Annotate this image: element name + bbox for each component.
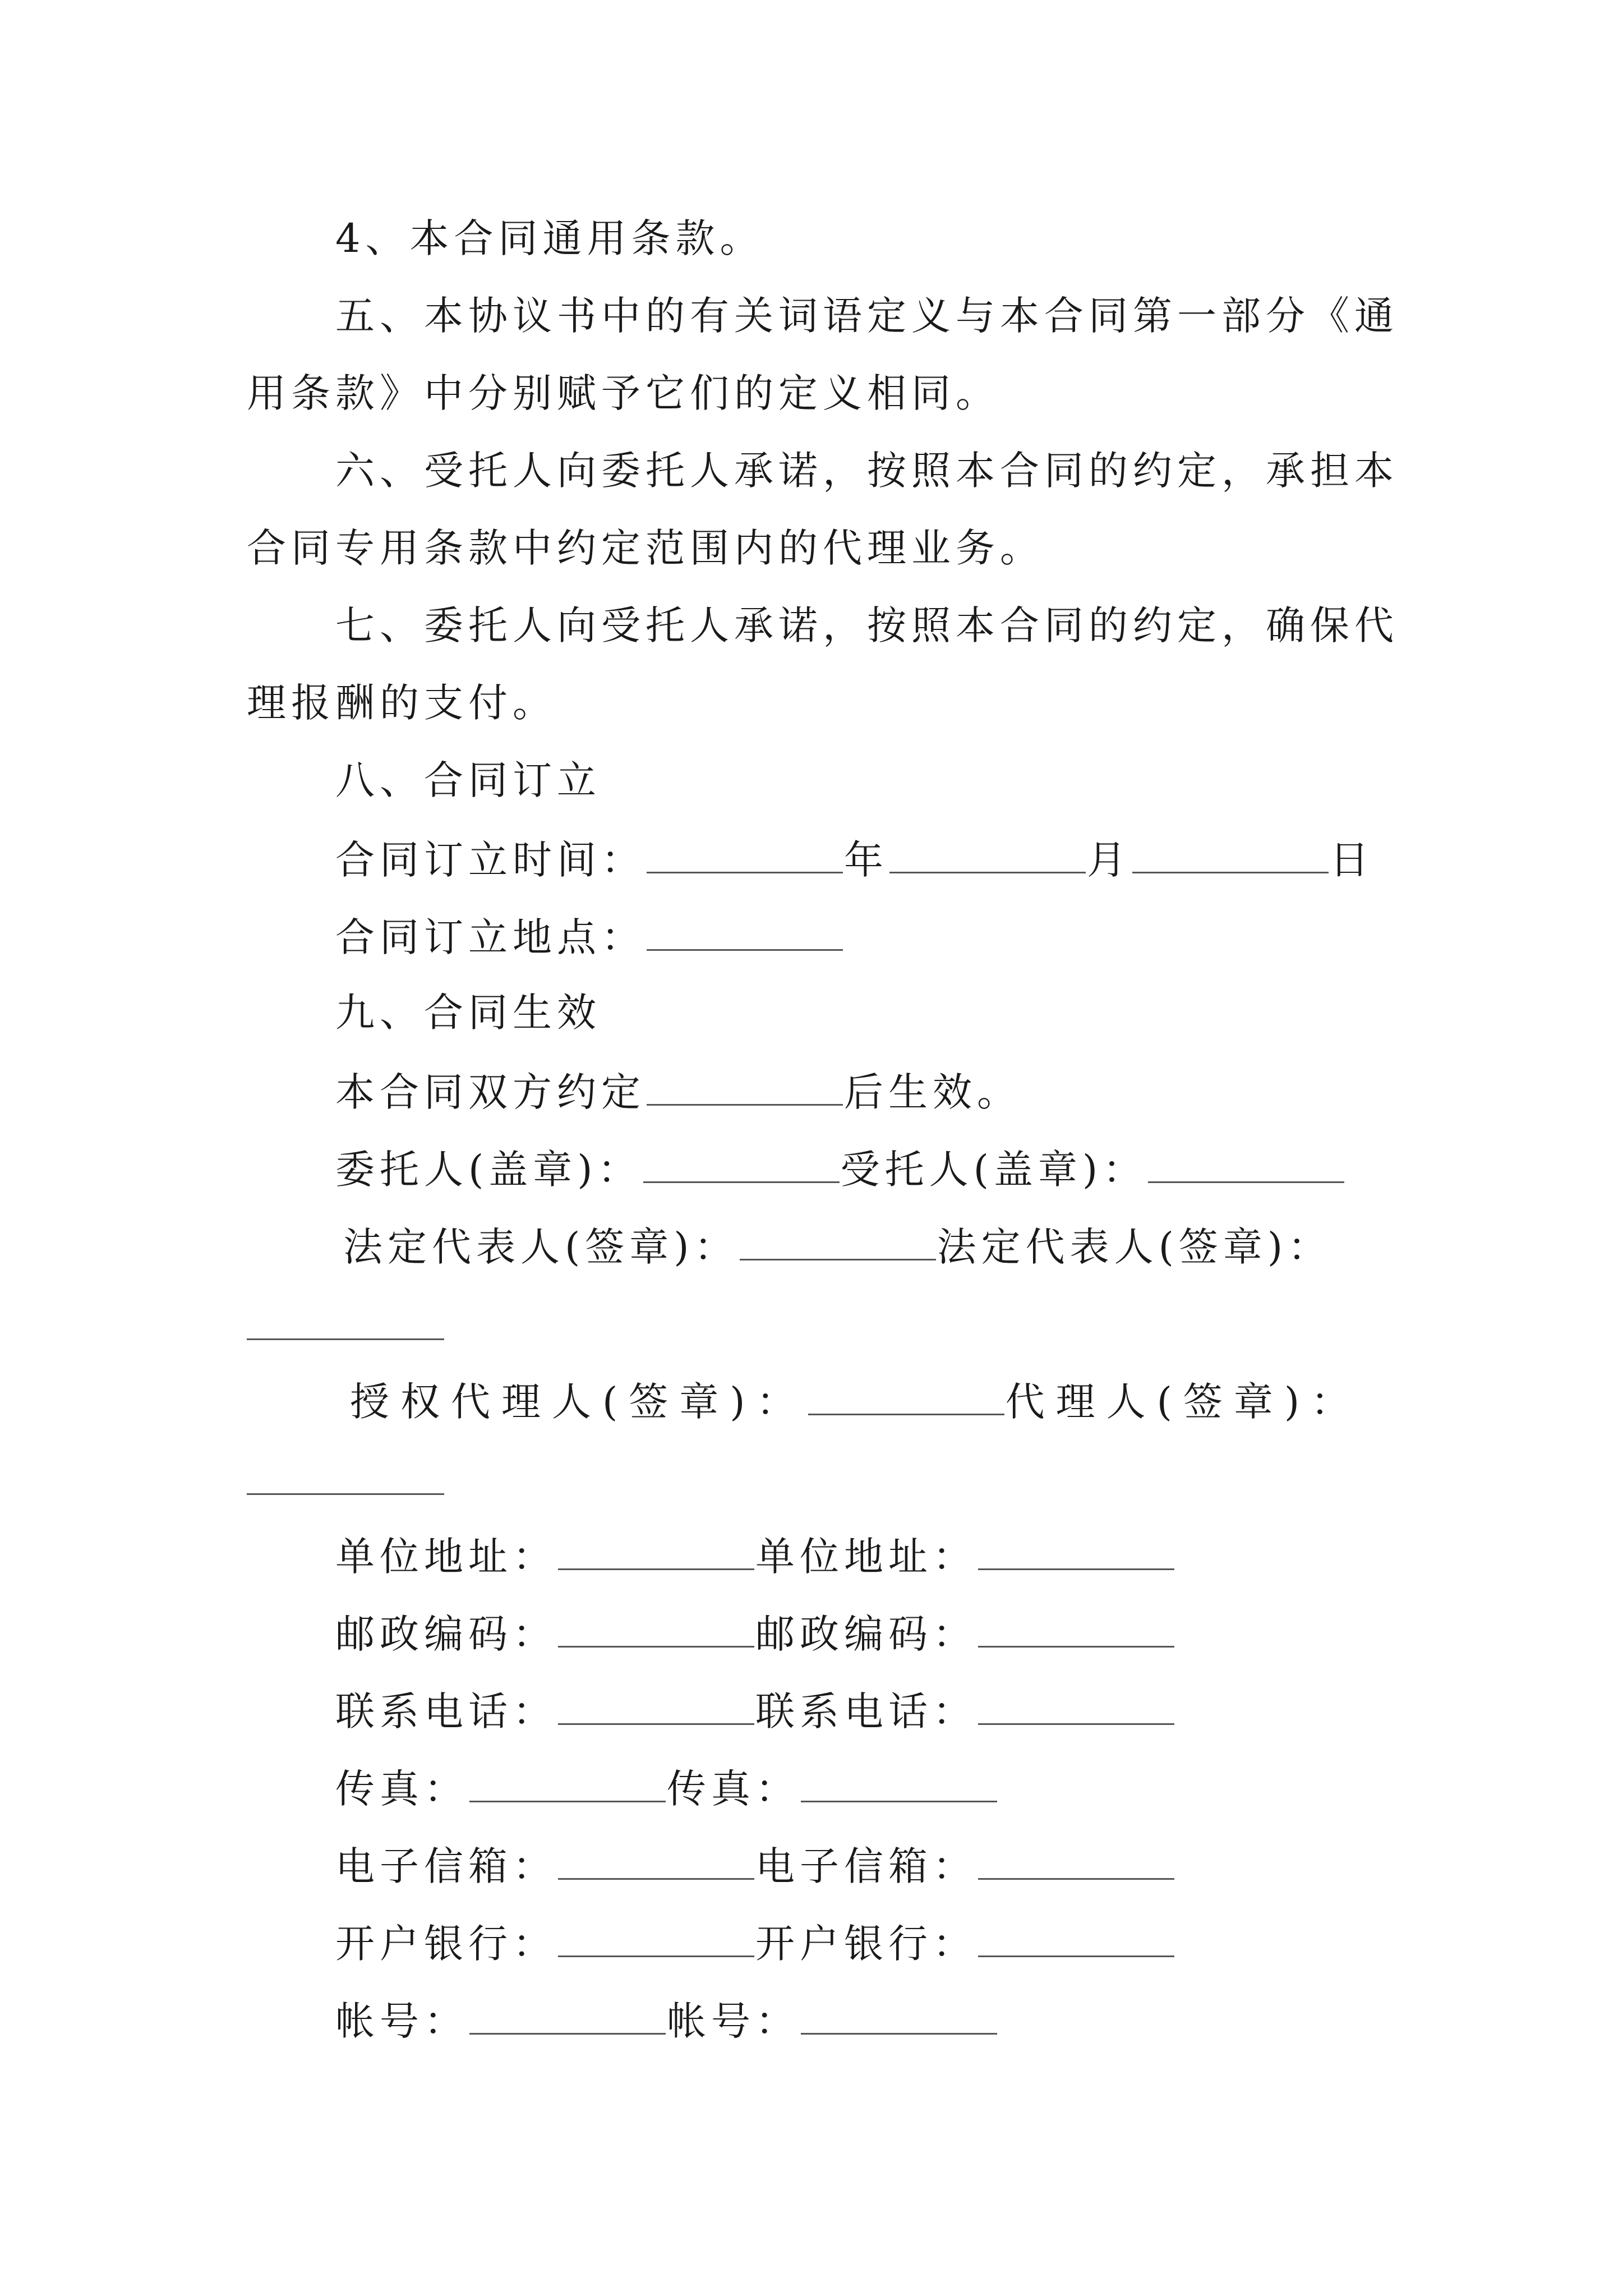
agent-label: 代理人(签章)： — [1005, 1379, 1362, 1425]
contact-label: 单位地址： — [755, 1534, 977, 1580]
contact-blank[interactable] — [978, 1607, 1174, 1648]
auth-agent-line — [350, 1374, 1361, 1427]
contact-label: 邮政编码： — [755, 1611, 977, 1657]
contact-row-bank — [335, 1916, 1175, 1969]
signing-place-label: 合同订立地点： — [335, 914, 645, 960]
auth-agent-label: 授权代理人(签章)： — [350, 1379, 807, 1425]
contact-label: 传真： — [667, 1766, 800, 1812]
section-heading: 八、合同订立 — [335, 757, 601, 803]
contact-label: 帐号： — [667, 1998, 800, 2044]
section-heading: 九、合同生效 — [335, 990, 601, 1036]
contact-blank[interactable] — [558, 1684, 754, 1725]
day-blank[interactable] — [1132, 832, 1329, 873]
contact-blank[interactable] — [558, 1916, 754, 1957]
month-blank[interactable] — [889, 832, 1086, 873]
contact-blank[interactable] — [801, 1994, 997, 2035]
contact-label: 联系电话： — [335, 1688, 557, 1734]
clause-line: 五、本协议书中的有关词语定义与本合同第一部分《通 — [335, 293, 1399, 339]
contact-row-address — [335, 1529, 1175, 1582]
contact-blank[interactable] — [469, 1994, 666, 2035]
legal-rep-label-1: 法定代表人(签章)： — [343, 1224, 739, 1270]
contact-blank[interactable] — [978, 1916, 1174, 1957]
signing-place-blank[interactable] — [647, 910, 843, 951]
contact-label: 开户银行： — [755, 1921, 977, 1967]
auth-agent-blank[interactable] — [808, 1374, 1004, 1415]
legal-rep-label-2: 法定代表人(签章)： — [937, 1224, 1332, 1270]
signing-place-line — [335, 910, 844, 963]
principal-seal-blank[interactable] — [643, 1142, 840, 1183]
effect-after: 后生效。 — [844, 1069, 1021, 1115]
contact-blank[interactable] — [801, 1761, 997, 1802]
effect-blank[interactable] — [647, 1065, 843, 1106]
signing-time-label: 合同订立时间： — [335, 837, 645, 883]
principal-seal-label: 委托人(盖章)： — [335, 1147, 642, 1193]
contact-blank[interactable] — [978, 1529, 1174, 1570]
clause-line: 合同专用条款中约定范围内的代理业务。 — [247, 525, 1044, 571]
contact-blank[interactable] — [978, 1684, 1174, 1725]
agent-blank[interactable] — [247, 1493, 444, 1495]
clause-line: 理报酬的支付。 — [247, 680, 557, 726]
legal-rep-blank-1[interactable] — [740, 1220, 936, 1260]
clause-line: 七、委托人向受托人承诺，按照本合同的约定，确保代 — [335, 602, 1399, 648]
clause-line: 六、受托人向委托人承诺，按照本合同的约定，承担本 — [335, 448, 1399, 494]
contact-label: 电子信箱： — [755, 1843, 977, 1889]
contact-row-phone — [335, 1684, 1175, 1737]
contact-label: 邮政编码： — [335, 1611, 557, 1657]
contact-label: 单位地址： — [335, 1534, 557, 1580]
contact-row-postcode — [335, 1607, 1175, 1659]
effect-before: 本合同双方约定 — [335, 1069, 645, 1115]
contact-row-fax — [335, 1761, 998, 1814]
agent-seal-label: 受托人(盖章)： — [840, 1147, 1147, 1193]
contact-row-account — [335, 1994, 998, 2046]
contact-label: 电子信箱： — [335, 1843, 557, 1889]
contact-blank[interactable] — [558, 1529, 754, 1570]
effect-line — [335, 1065, 1021, 1117]
contact-blank[interactable] — [558, 1839, 754, 1880]
contact-row-email — [335, 1839, 1175, 1892]
contact-label: 传真： — [335, 1766, 468, 1812]
clause-line: 用条款》中分别赋予它们的定义相同。 — [247, 370, 1000, 416]
day-label: 日 — [1330, 837, 1374, 883]
contact-blank[interactable] — [558, 1607, 754, 1648]
contact-blank[interactable] — [978, 1839, 1174, 1880]
clause-line: 4、本合同通用条款。 — [335, 215, 764, 261]
year-label: 年 — [844, 837, 888, 883]
seal-line — [335, 1142, 1345, 1195]
contact-label: 帐号： — [335, 1998, 468, 2044]
contact-label: 联系电话： — [755, 1688, 977, 1734]
signing-time-line — [335, 832, 1374, 885]
agent-seal-blank[interactable] — [1148, 1142, 1344, 1183]
legal-rep-line — [343, 1220, 1332, 1272]
year-blank[interactable] — [647, 832, 843, 873]
legal-rep-blank-2[interactable] — [247, 1338, 444, 1340]
month-label: 月 — [1087, 837, 1131, 883]
contact-label: 开户银行： — [335, 1921, 557, 1967]
contact-blank[interactable] — [469, 1761, 666, 1802]
